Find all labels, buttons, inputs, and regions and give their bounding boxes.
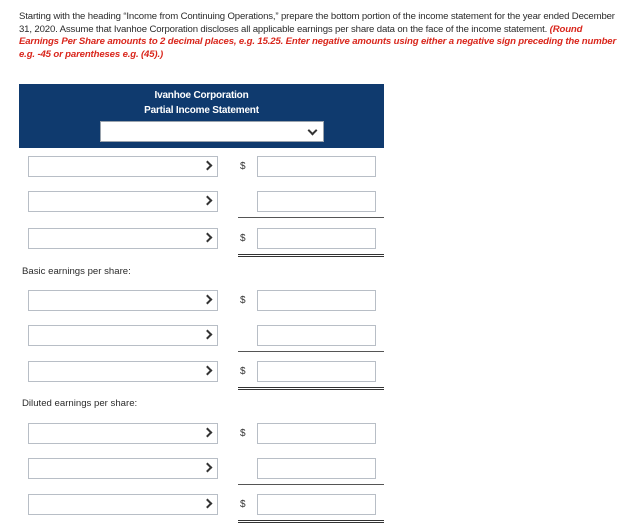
chevron-right-icon (203, 196, 213, 206)
statement-header (19, 84, 384, 148)
row-8-label-select[interactable] (28, 458, 218, 479)
chevron-right-icon (203, 499, 213, 509)
row-9-dollar-sign: $ (240, 499, 246, 510)
row-1-dollar-sign: $ (240, 161, 246, 172)
subtotal-underline (238, 351, 384, 352)
row-4-dollar-sign: $ (240, 295, 246, 306)
chevron-right-icon (203, 330, 213, 340)
statement-title: Partial Income Statement (144, 105, 259, 116)
total-double-underline-top (238, 520, 384, 521)
row-4-amount-input[interactable] (257, 290, 376, 311)
diluted-eps-label: Diluted earnings per share: (22, 398, 138, 409)
row-9-amount-input[interactable] (257, 494, 376, 515)
instructions-body: Starting with the heading “Income from Continuing Operations,” prepare the bottom portion of the income statement for the year ended December 31, 2020. Assume that Ivanhoe Corporation discloses all applicable earnings per share data on the face of the income statement. (19, 11, 615, 35)
total-double-underline-top (238, 387, 384, 388)
basic-eps-label: Basic earnings per share: (22, 266, 131, 277)
row-4-label-select[interactable] (28, 290, 218, 311)
chevron-right-icon (203, 161, 213, 171)
row-6-amount-input[interactable] (257, 361, 376, 382)
row-8-amount-input[interactable] (257, 458, 376, 479)
total-double-underline-bottom (238, 256, 384, 257)
chevron-right-icon (203, 366, 213, 376)
chevron-right-icon (203, 233, 213, 243)
total-double-underline-bottom (238, 389, 384, 390)
company-name: Ivanhoe Corporation (154, 90, 249, 101)
instructions-text (19, 11, 624, 61)
row-1-amount-input[interactable] (257, 156, 376, 177)
instructions-emphasis: (Round Earnings Per Share amounts to 2 decimal places, e.g. 15.25. Enter negative amounts using either a negative sign preceding the number e.g. -45 or parentheses e.g. (45).) (19, 23, 617, 60)
subtotal-underline (238, 484, 384, 485)
total-double-underline-bottom (238, 522, 384, 523)
row-7-label-select[interactable] (28, 423, 218, 444)
row-7-dollar-sign: $ (240, 428, 246, 439)
row-2-label-select[interactable] (28, 191, 218, 212)
subtotal-underline (238, 217, 384, 218)
row-6-dollar-sign: $ (240, 366, 246, 377)
chevron-right-icon (203, 295, 213, 305)
row-5-amount-input[interactable] (257, 325, 376, 346)
row-5-label-select[interactable] (28, 325, 218, 346)
row-3-label-select[interactable] (28, 228, 218, 249)
row-3-amount-input[interactable] (257, 228, 376, 249)
row-6-label-select[interactable] (28, 361, 218, 382)
row-7-amount-input[interactable] (257, 423, 376, 444)
chevron-right-icon (203, 428, 213, 438)
row-2-amount-input[interactable] (257, 191, 376, 212)
total-double-underline-top (238, 254, 384, 255)
chevron-right-icon (203, 463, 213, 473)
statement-period-select[interactable] (100, 121, 324, 142)
chevron-down-icon (308, 126, 318, 136)
row-1-label-select[interactable] (28, 156, 218, 177)
row-3-dollar-sign: $ (240, 233, 246, 244)
row-9-label-select[interactable] (28, 494, 218, 515)
